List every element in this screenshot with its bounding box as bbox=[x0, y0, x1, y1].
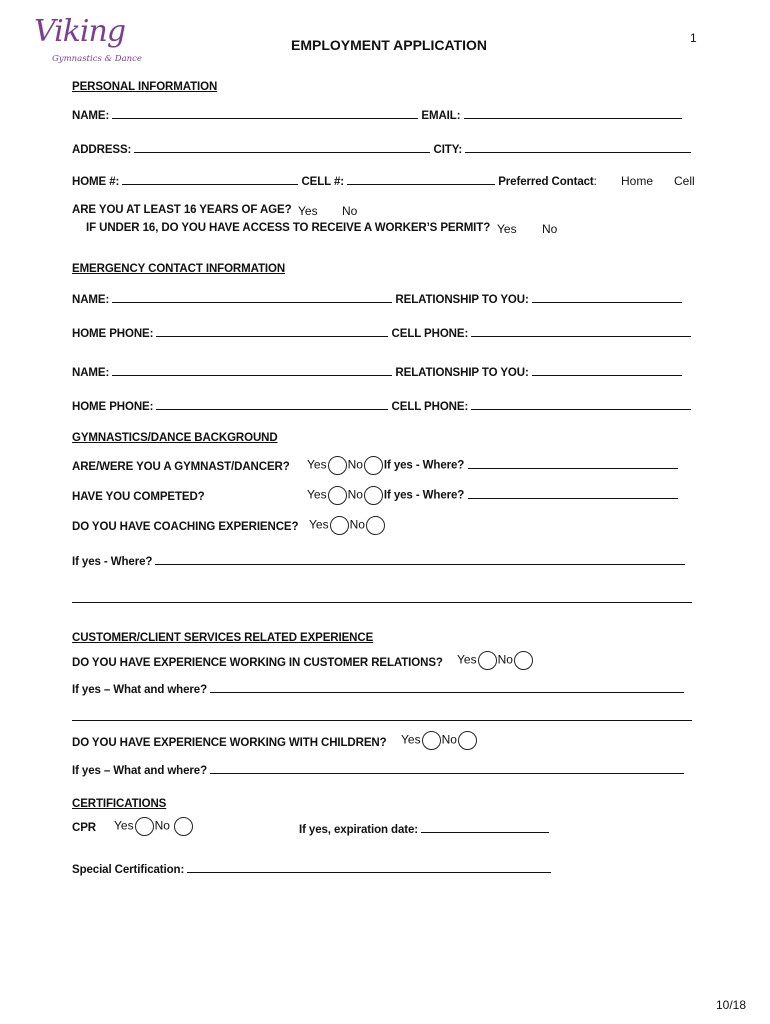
emergency1-name-row bbox=[72, 292, 682, 306]
cell-label: CELL #: bbox=[301, 176, 344, 188]
gym-q3: DO YOU HAVE COACHING EXPERIENCE? bbox=[72, 521, 299, 533]
emergency2-name-row bbox=[72, 365, 682, 379]
page-number: 1 bbox=[690, 31, 697, 45]
relationship-label: RELATIONSHIP TO YOU: bbox=[395, 294, 529, 306]
gym-q2-yes-radio[interactable] bbox=[328, 486, 347, 505]
customer-q1-yes-radio[interactable] bbox=[478, 651, 497, 670]
what-where-label: If yes – What and where? bbox=[72, 765, 207, 777]
gym-q2-options bbox=[307, 486, 678, 505]
coaching-where-field[interactable] bbox=[155, 554, 685, 565]
permit-yes[interactable]: Yes bbox=[497, 222, 517, 236]
special-label: Special Certification: bbox=[72, 864, 185, 876]
cell-field[interactable] bbox=[347, 174, 495, 185]
gym-q3-yes-radio[interactable] bbox=[330, 516, 349, 535]
special-row bbox=[72, 862, 551, 876]
no-label: No bbox=[347, 457, 363, 472]
emergency1-home-phone-field[interactable] bbox=[156, 326, 388, 337]
permit-no[interactable]: No bbox=[542, 222, 558, 236]
cpr-yes-radio[interactable] bbox=[135, 817, 154, 836]
expiration-field[interactable] bbox=[421, 822, 549, 833]
emergency2-home-phone-field[interactable] bbox=[156, 399, 388, 410]
pref-home-option[interactable]: Home bbox=[621, 174, 654, 188]
gym-q2-where-field[interactable] bbox=[468, 488, 678, 499]
email-label: EMAIL: bbox=[421, 110, 461, 122]
name-field[interactable] bbox=[112, 108, 418, 119]
customer-q2-options bbox=[401, 731, 478, 750]
yes-label: Yes bbox=[401, 732, 421, 747]
emergency1-relationship-field[interactable] bbox=[532, 292, 682, 303]
customer-q2-yes-radio[interactable] bbox=[422, 731, 441, 750]
emergency2-cell-phone-field[interactable] bbox=[471, 399, 691, 410]
gym-q1-yes-radio[interactable] bbox=[328, 456, 347, 475]
where-label: If yes - Where? bbox=[383, 459, 465, 472]
emergency2-relationship-field[interactable] bbox=[532, 365, 682, 376]
no-label: No bbox=[347, 487, 363, 502]
gym-q1-where-field[interactable] bbox=[468, 458, 678, 469]
preferred-label: Preferred Contact bbox=[498, 176, 594, 188]
cell-phone-label: CELL PHONE: bbox=[391, 328, 469, 340]
emergency-heading: EMERGENCY CONTACT INFORMATION bbox=[72, 263, 286, 275]
emergency2-name-field[interactable] bbox=[112, 365, 392, 376]
no-label: No bbox=[441, 732, 457, 747]
emergency-name-label: NAME: bbox=[72, 294, 110, 306]
customer-heading: CUSTOMER/CLIENT SERVICES RELATED EXPERIENCE bbox=[72, 632, 374, 644]
home-field[interactable] bbox=[122, 174, 298, 185]
footer-page: 10/18 bbox=[716, 998, 747, 1012]
cell-phone-label: CELL PHONE: bbox=[391, 401, 469, 413]
age-yes[interactable]: Yes bbox=[298, 204, 318, 218]
customer-what-field[interactable] bbox=[210, 682, 684, 693]
home-phone-label: HOME PHONE: bbox=[72, 401, 154, 413]
gym-q1: ARE/WERE YOU A GYMNAST/DANCER? bbox=[72, 461, 290, 473]
cpr-label: CPR bbox=[72, 822, 96, 834]
pref-cell-option[interactable]: Cell bbox=[674, 174, 695, 188]
personal-heading: PERSONAL INFORMATION bbox=[72, 81, 218, 93]
no-label: No bbox=[497, 652, 513, 667]
gym-q3-no-radio[interactable] bbox=[366, 516, 385, 535]
children-what-field[interactable] bbox=[210, 763, 684, 774]
age-question: ARE YOU AT LEAST 16 YEARS OF AGE? bbox=[72, 204, 292, 216]
emergency-name-label: NAME: bbox=[72, 367, 110, 379]
expiration-label: If yes, expiration date: bbox=[299, 824, 419, 836]
city-field[interactable] bbox=[465, 142, 691, 153]
emergency1-phone-row bbox=[72, 326, 691, 340]
logo-subtitle: Gymnastics & Dance bbox=[52, 54, 142, 64]
yes-label: Yes bbox=[114, 818, 134, 833]
yes-label: Yes bbox=[307, 487, 327, 502]
home-phone-label: HOME PHONE: bbox=[72, 328, 154, 340]
customer-q1-options bbox=[457, 651, 534, 670]
no-label: No bbox=[154, 818, 170, 833]
children-what-row bbox=[72, 763, 684, 777]
where-label: If yes - Where? bbox=[72, 556, 153, 568]
name-label: NAME: bbox=[72, 110, 110, 122]
gym-q2: HAVE YOU COMPETED? bbox=[72, 491, 205, 503]
customer-q1-no-radio[interactable] bbox=[514, 651, 533, 670]
customer-q1: DO YOU HAVE EXPERIENCE WORKING IN CUSTOMER RELATIONS? bbox=[72, 657, 443, 669]
emergency1-cell-phone-field[interactable] bbox=[471, 326, 691, 337]
gym-q2-no-radio[interactable] bbox=[364, 486, 383, 505]
emergency1-name-field[interactable] bbox=[112, 292, 392, 303]
address-row bbox=[72, 142, 691, 156]
yes-label: Yes bbox=[309, 517, 329, 532]
page-title: EMPLOYMENT APPLICATION bbox=[291, 37, 487, 53]
cpr-no-radio[interactable] bbox=[174, 817, 193, 836]
no-label: No bbox=[349, 517, 365, 532]
emergency2-phone-row bbox=[72, 399, 691, 413]
yes-label: Yes bbox=[307, 457, 327, 472]
address-label: ADDRESS: bbox=[72, 144, 132, 156]
customer-q2-no-radio[interactable] bbox=[458, 731, 477, 750]
city-label: CITY: bbox=[433, 144, 463, 156]
gym-q1-no-radio[interactable] bbox=[364, 456, 383, 475]
age-no[interactable]: No bbox=[342, 204, 358, 218]
gym-q1-options bbox=[307, 456, 678, 475]
gym-heading: GYMNASTICS/DANCE BACKGROUND bbox=[72, 432, 278, 444]
home-label: HOME #: bbox=[72, 176, 120, 188]
customer-what-row bbox=[72, 682, 684, 696]
name-row bbox=[72, 108, 682, 122]
where-label: If yes - Where? bbox=[383, 489, 465, 502]
coaching-where-field-2[interactable] bbox=[72, 602, 692, 603]
expiration-row bbox=[299, 822, 549, 836]
phone-row: HOME #: CELL #: Preferred Contact: bbox=[72, 174, 604, 188]
what-where-label: If yes – What and where? bbox=[72, 684, 207, 696]
customer-what-field-2[interactable] bbox=[72, 720, 692, 721]
cpr-options bbox=[114, 817, 194, 836]
coaching-where-row bbox=[72, 554, 685, 568]
yes-label: Yes bbox=[457, 652, 477, 667]
special-field[interactable] bbox=[187, 862, 551, 873]
address-field[interactable] bbox=[134, 142, 430, 153]
logo: Viking bbox=[34, 14, 126, 49]
relationship-label: RELATIONSHIP TO YOU: bbox=[395, 367, 529, 379]
customer-q2: DO YOU HAVE EXPERIENCE WORKING WITH CHILDREN? bbox=[72, 737, 387, 749]
gym-q3-options bbox=[309, 516, 386, 535]
email-field[interactable] bbox=[464, 108, 682, 119]
permit-question: IF UNDER 16, DO YOU HAVE ACCESS TO RECEIVE A WORKER’S PERMIT? bbox=[86, 222, 491, 234]
certs-heading: CERTIFICATIONS bbox=[72, 798, 167, 810]
